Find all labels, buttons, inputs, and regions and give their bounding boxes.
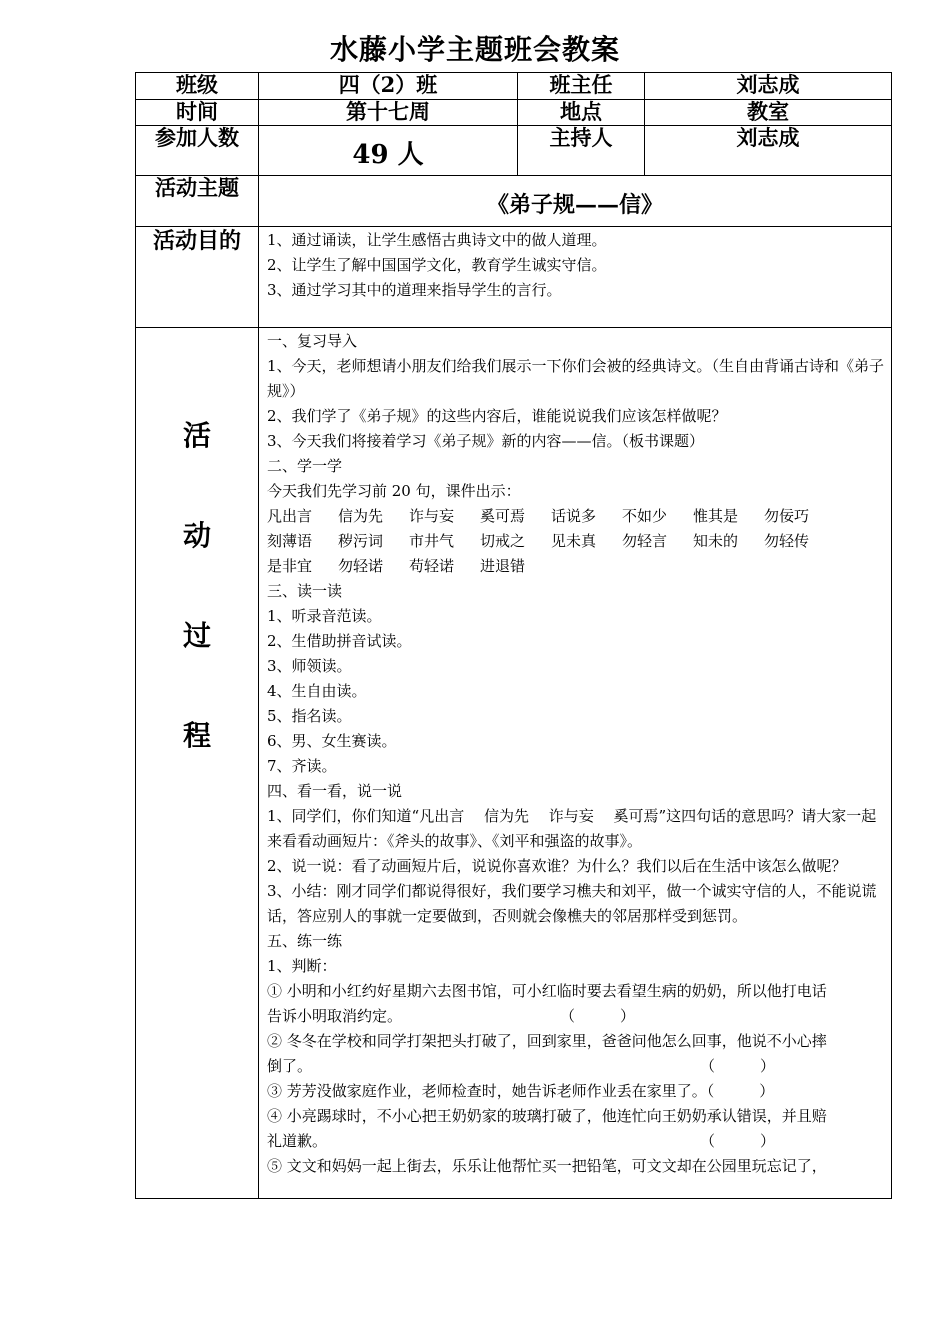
verse-line [267, 504, 885, 529]
list-item: 6、男、女生赛读。 [267, 732, 397, 750]
verse-line [267, 529, 885, 554]
teacher-label: 班主任 [518, 73, 645, 100]
paragraph: 1、今天，老师想请小朋友们给我们展示一下你们会被的经典诗文。（生自由背诵古诗和《弟子规》） [267, 357, 885, 400]
process-label [136, 328, 259, 1199]
goals-list [259, 227, 892, 328]
count-value: 49 人 [259, 126, 518, 176]
judgement-item: ③ 芳芳没做家庭作业，老师检查时，她告诉老师作业丢在家里了。（ ） [267, 1082, 775, 1100]
judgement-item: ⑤ 文文和妈妈一起上街去，乐乐让他帮忙买一把铅笔，可文文却在公园里玩忘记了， [267, 1157, 827, 1175]
topic-label: 活动主题 [136, 176, 259, 227]
answer-blank: （ ） [700, 1132, 776, 1150]
verse-phrase: 市井气 [409, 532, 455, 550]
table-row [136, 73, 892, 100]
verse-phrase: 苟轻诺 [409, 557, 455, 575]
judgement-item: ① 小明和小红约好星期六去图书馆，可小红临时要去看望生病的奶奶，所以他打电话 [267, 982, 827, 1000]
judgement-text: 告诉小明取消约定。 [267, 1007, 403, 1025]
list-item: 4、生自由读。 [267, 682, 367, 700]
section-heading: 二、学一学 [267, 457, 343, 475]
verse-line [267, 554, 885, 579]
judgement-text: 礼道歉。 [267, 1132, 328, 1150]
section-heading: 一、复习导入 [267, 332, 358, 350]
verse-phrase: 勿轻传 [764, 532, 810, 550]
judgement-text: 倒了。 [267, 1057, 313, 1075]
goal-item: 1、通过诵读，让学生感悟古典诗文中的做人道理。 [267, 231, 607, 249]
paragraph: 1、同学们，你们知道“凡出言 信为先 诈与妄 奚可焉”这四句话的意思吗？请大家一起来看看动画短片：《斧头的故事》、《刘平和强盗的故事》。 [267, 807, 877, 850]
judgement-item-cont [267, 1129, 885, 1154]
goal-item: 3、通过学习其中的道理来指导学生的言行。 [267, 281, 562, 299]
section-heading: 三、读一读 [267, 582, 343, 600]
section-heading: 四、看一看，说一说 [267, 782, 403, 800]
verse-phrase: 勿佞巧 [764, 507, 810, 525]
place-label: 地点 [518, 100, 645, 126]
paragraph: 3、小结：刚才同学们都说得很好，我们要学习樵夫和刘平，做一个诚实守信的人，不能说谎话，答应别人的事就一定要做到，否则就会像樵夫的邻居那样受到惩罚。 [267, 882, 877, 925]
paragraph: 2、我们学了《弟子规》的这些内容后，谁能说说我们应该怎样做呢？ [267, 407, 727, 425]
verse-phrase: 不如少 [622, 507, 668, 525]
list-item: 3、师领读。 [267, 657, 352, 675]
topic-value: 《弟子规——信》 [259, 176, 892, 227]
list-item: 7、齐读。 [267, 757, 337, 775]
table-row [136, 328, 892, 1199]
goals-label: 活动目的 [136, 227, 259, 328]
verse-phrase: 切戒之 [480, 532, 526, 550]
judgement-item: ④ 小亮踢球时，不小心把王奶奶家的玻璃打破了，他连忙向王奶奶承认错误，并且赔 [267, 1107, 827, 1125]
process-label-char: 活 [182, 419, 211, 452]
verse-phrase: 秽污词 [338, 532, 384, 550]
host-label: 主持人 [518, 126, 645, 176]
document-title: 水藤小学主题班会教案 [329, 33, 620, 66]
goal-item: 2、让学生了解中国国学文化，教育学生诚实守信。 [267, 256, 607, 274]
table-row [136, 126, 892, 176]
list-item: 2、生借助拼音试读。 [267, 632, 412, 650]
process-label-char: 过 [182, 619, 211, 652]
paragraph: 今天我们先学习前 20 句，课件出示： [267, 482, 521, 500]
verse-phrase: 见未真 [551, 532, 597, 550]
count-label: 参加人数 [136, 126, 259, 176]
list-item: 1、听录音范读。 [267, 607, 382, 625]
place-value: 教室 [645, 100, 892, 126]
host-value: 刘志成 [645, 126, 892, 176]
process-content [259, 328, 892, 1199]
verse-phrase: 信为先 [338, 507, 384, 525]
verse-phrase: 进退错 [480, 557, 526, 575]
judgement-item: ② 冬冬在学校和同学打架把头打破了，回到家里，爸爸问他怎么回事，他说不小心摔 [267, 1032, 827, 1050]
verse-phrase: 惟其是 [693, 507, 739, 525]
verse-phrase: 凡出言 [267, 507, 313, 525]
class-label: 班级 [136, 73, 259, 100]
list-item: 5、指名读。 [267, 707, 352, 725]
time-label: 时间 [136, 100, 259, 126]
section-heading: 五、练一练 [267, 932, 343, 950]
teacher-value: 刘志成 [645, 73, 892, 100]
lesson-plan-table [135, 72, 892, 1199]
table-row [136, 100, 892, 126]
class-value: 四（2）班 [259, 73, 518, 100]
process-label-char: 动 [182, 519, 211, 552]
process-label-char: 程 [182, 719, 211, 752]
paragraph: 3、今天我们将接着学习《弟子规》新的内容——信。（板书课题） [267, 432, 705, 450]
verse-phrase: 话说多 [551, 507, 597, 525]
verse-phrase: 奚可焉 [480, 507, 526, 525]
answer-blank: （ ） [700, 1057, 776, 1075]
verse-phrase: 勿轻言 [622, 532, 668, 550]
answer-blank: （ ） [560, 1007, 636, 1025]
time-value: 第十七周 [259, 100, 518, 126]
sub-heading: 1、判断： [267, 957, 337, 975]
judgement-item-cont [267, 1054, 885, 1079]
table-row [136, 176, 892, 227]
paragraph: 2、说一说：看了动画短片后，说说你喜欢谁？为什么？我们以后在生活中该怎么做呢？ [267, 857, 847, 875]
verse-phrase: 是非宜 [267, 557, 313, 575]
verse-phrase: 诈与妄 [409, 507, 455, 525]
verse-phrase: 勿轻诺 [338, 557, 384, 575]
verse-phrase: 知未的 [693, 532, 739, 550]
verse-phrase: 刻薄语 [267, 532, 313, 550]
table-row [136, 227, 892, 328]
judgement-item-cont [267, 1004, 885, 1029]
